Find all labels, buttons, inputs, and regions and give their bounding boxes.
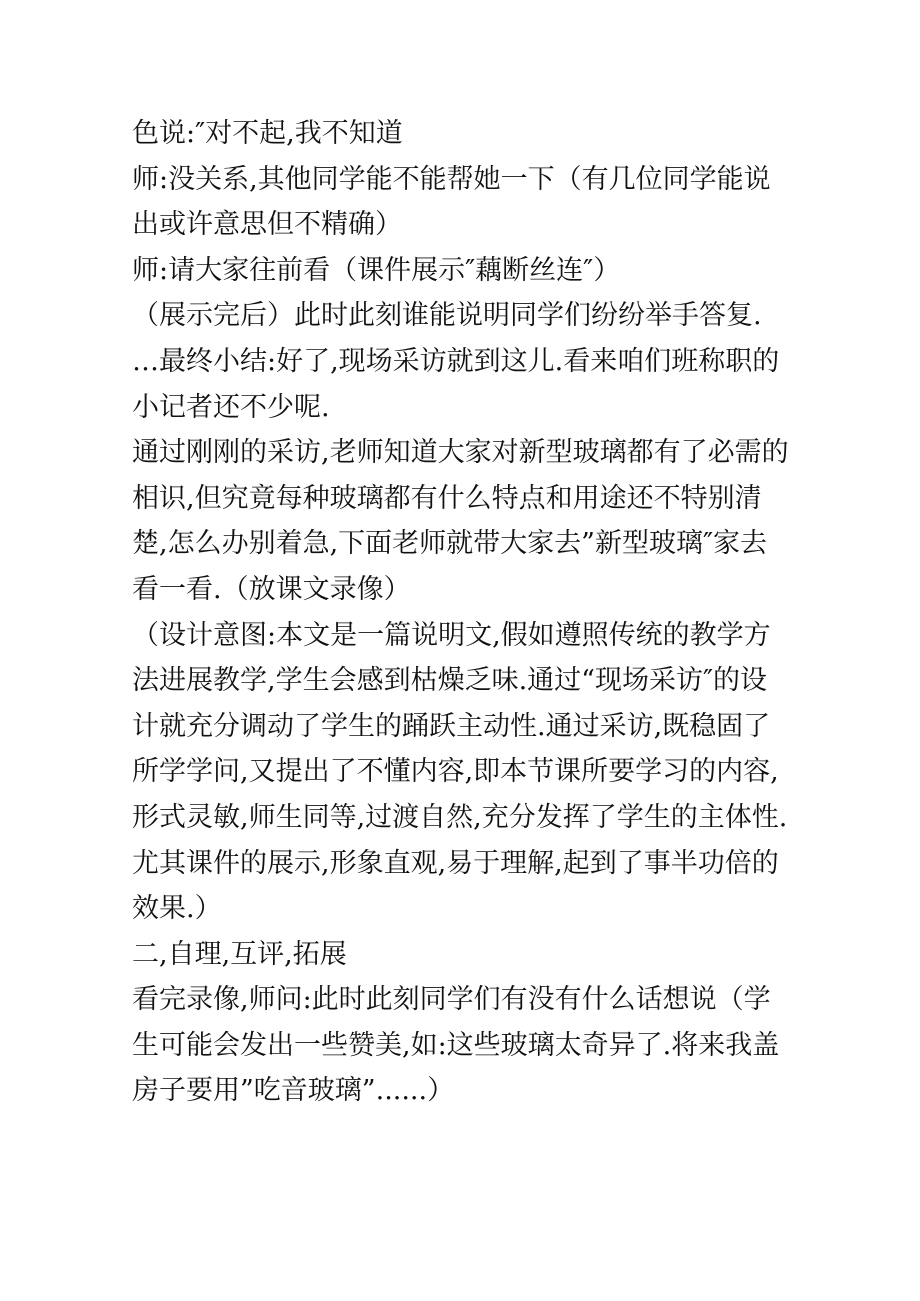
document-body	[132, 111, 792, 1114]
paragraph-4: （展示完后）此时此刻谁能说明同学们纷纷举手答复.	[132, 300, 762, 332]
paragraph-7: （设计意图:本文是一篇说明文,假如遵照传统的教学方法进展教学,学生会感到枯燥乏味.通过“现场采访″的设计就充分调动了学生的踊跃主动性.通过采访,既稳固了所学学问,又提出了不懂内容,即本节课所要学习的内容,形式灵敏,师生同等,过渡自然,充分发挥了学生的主体性.尤其课件的展示,形象直观,易于理解,起到了事半功倍的效果.）	[132, 619, 788, 925]
paragraph-3: 师:请大家往前看（课件展示″藕断丝连″）	[132, 254, 621, 286]
paragraph-2: 师:没关系,其他同学能不能帮她一下（有几位同学能说出或许意思但不精确）	[132, 163, 771, 241]
paragraph-9: 看完录像,师问:此时此刻同学们有没有什么话想说（学生可能会发出一些赞美,如:这些玻璃太奇异了.将来我盖房子要用”吃音玻璃”......）	[132, 984, 780, 1107]
paragraph-5: …最终小结:好了,现场采访就到这儿.看来咱们班称职的小记者还不少呢.	[132, 345, 780, 423]
paragraph-1: 色说:″对不起,我不知道	[132, 118, 403, 149]
section-heading: 二,自理,互评,拓展	[132, 938, 347, 970]
paragraph-6: 通过刚刚的采访,老师知道大家对新型玻璃都有了必需的相识,但究竟每种玻璃都有什么特点和用途还不特别清楚,怎么办别着急,下面老师就带大家去”新型玻璃″家去看一看.（放课文录像）	[132, 437, 789, 605]
